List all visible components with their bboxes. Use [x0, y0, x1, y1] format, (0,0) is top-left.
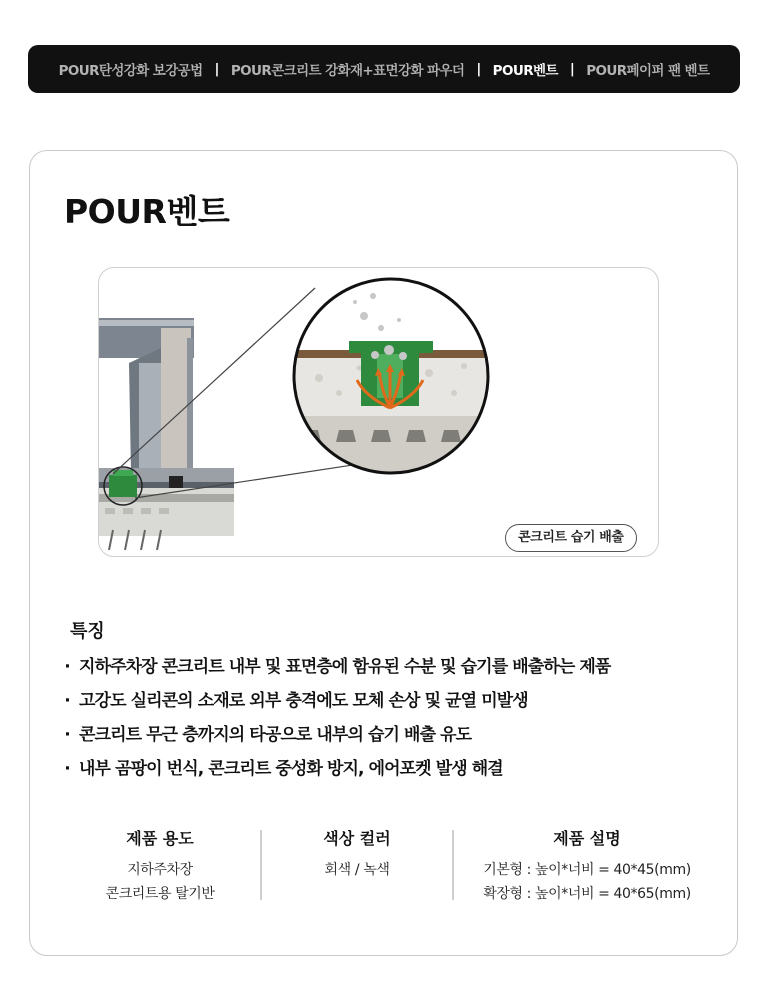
spec-color-heading: 색상 컬러 — [323, 829, 391, 848]
product-specs — [60, 826, 720, 906]
nav-separator: | — [214, 61, 219, 77]
nav-separator: | — [569, 61, 575, 77]
feature-item — [60, 654, 610, 688]
spec-usage — [60, 826, 260, 906]
nav-item-paper-pan-vent[interactable]: POUR페이퍼 팬 벤트 — [586, 63, 710, 79]
feature-text: 고강도 실리콘의 소재로 외부 충격에도 모체 손상 및 균열 미발생 — [79, 691, 528, 711]
spec-usage-line: 지하주차장 — [127, 862, 193, 878]
feature-item — [60, 756, 610, 790]
zoom-detail-circle — [289, 268, 499, 476]
bullet: · — [64, 657, 70, 677]
nav-item-pour-vent[interactable]: POUR벤트 — [492, 63, 558, 79]
spec-description-line: 확장형 : 높이*너비 = 40*65(mm) — [483, 886, 691, 902]
bullet: · — [64, 759, 70, 779]
top-navigation — [28, 45, 740, 93]
feature-text: 내부 곰팡이 번식, 콘크리트 중성화 방지, 에어포켓 발생 해결 — [79, 759, 503, 779]
page-title: POUR벤트 — [64, 192, 230, 231]
features-heading: 특징 — [70, 621, 105, 642]
spec-usage-line: 콘크리트용 탈기반 — [105, 886, 215, 902]
features-list — [60, 654, 610, 790]
nav-separator: | — [476, 61, 481, 77]
spec-description-line: 기본형 : 높이*너비 = 40*45(mm) — [483, 862, 691, 878]
feature-item — [60, 722, 610, 756]
feature-text: 콘크리트 무근 층까지의 타공으로 내부의 습기 배출 유도 — [79, 725, 472, 745]
building-structure — [99, 318, 234, 550]
illustration-caption-badge: 콘크리트 습기 배출 — [505, 524, 637, 552]
vent-cross-section-illustration — [99, 268, 659, 557]
spec-description — [454, 826, 720, 906]
bullet: · — [64, 691, 70, 711]
product-illustration — [98, 267, 659, 557]
spec-usage-heading: 제품 용도 — [126, 829, 194, 848]
nav-item-elastic-reinforcement[interactable]: POUR탄성강화 보강공법 — [58, 63, 203, 79]
spec-color — [262, 826, 452, 882]
feature-item — [60, 688, 610, 722]
bullet: · — [64, 725, 70, 745]
feature-text: 지하주차장 콘크리트 내부 및 표면층에 함유된 수분 및 습기를 배출하는 제품 — [79, 657, 611, 677]
spec-description-heading: 제품 설명 — [553, 829, 621, 848]
spec-color-line: 회색 / 녹색 — [324, 862, 390, 878]
nav-item-concrete-hardener[interactable]: POUR콘크리트 강화재+표면강화 파우더 — [230, 63, 465, 79]
